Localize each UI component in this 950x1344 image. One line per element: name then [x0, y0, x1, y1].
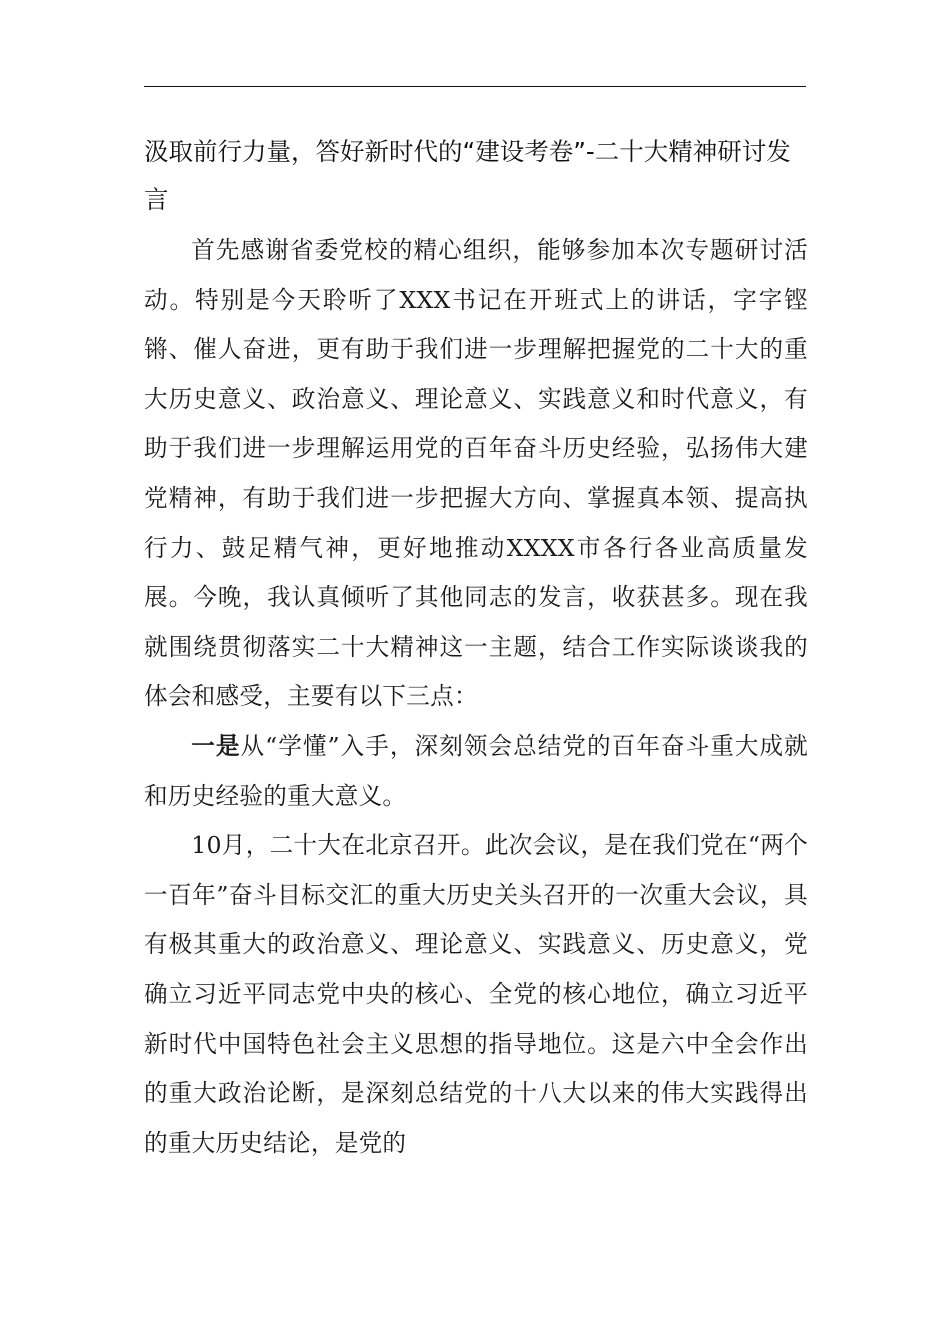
paragraph-point-one [144, 722, 808, 821]
document-body [144, 226, 808, 1168]
paragraph-text: 首先感谢省委党校的精心组织，能够参加本次专题研讨活动。特别是今天聆听了XXX书记在开班式上的讲话，字字铿锵、催人奋进，更有助于我们进一步理解把握党的二十大的重大历史意义、政治意义、理论意义、实践意义和时代意义，有助于我们进一步理解运用党的百年奋斗历史经验，弘扬伟大建党精神，有助于我们进一步把握大方向、掌握真本领、提高执行力、鼓足精气神，更好地推动XXXX市各行各业高质量发展。今晚，我认真倾听了其他同志的发言，收获甚多。现在我就围绕贯彻落实二十大精神这一主题，结合工作实际谈谈我的体会和感受，主要有以下三点： [144, 236, 808, 711]
document-title: 汲取前行力量，答好新时代的“建设考卷”-二十大精神研讨发言 [144, 137, 791, 214]
paragraph-intro [144, 226, 808, 722]
paragraph-text: 从“学懂”入手，深刻领会总结党的百年奋斗重大成就和历史经验的重大意义。 [144, 731, 809, 810]
paragraph-lead: 一是 [191, 731, 241, 760]
paragraph-october-meeting [144, 821, 808, 1168]
header-rule [144, 86, 806, 87]
paragraph-text: 10月，二十大在北京召开。此次会议，是在我们党在“两个一百年”奋斗目标交汇的重大历史关头召开的一次重大会议，具有极其重大的政治意义、理论意义、实践意义、历史意义，党确立习近平同志党中央的核心、全党的核心地位，确立习近平新时代中国特色社会主义思想的指导地位。这是六中全会作出的重大政治论断，是深刻总结党的十八大以来的伟大实践得出的重大历史结论，是党的 [144, 831, 808, 1157]
